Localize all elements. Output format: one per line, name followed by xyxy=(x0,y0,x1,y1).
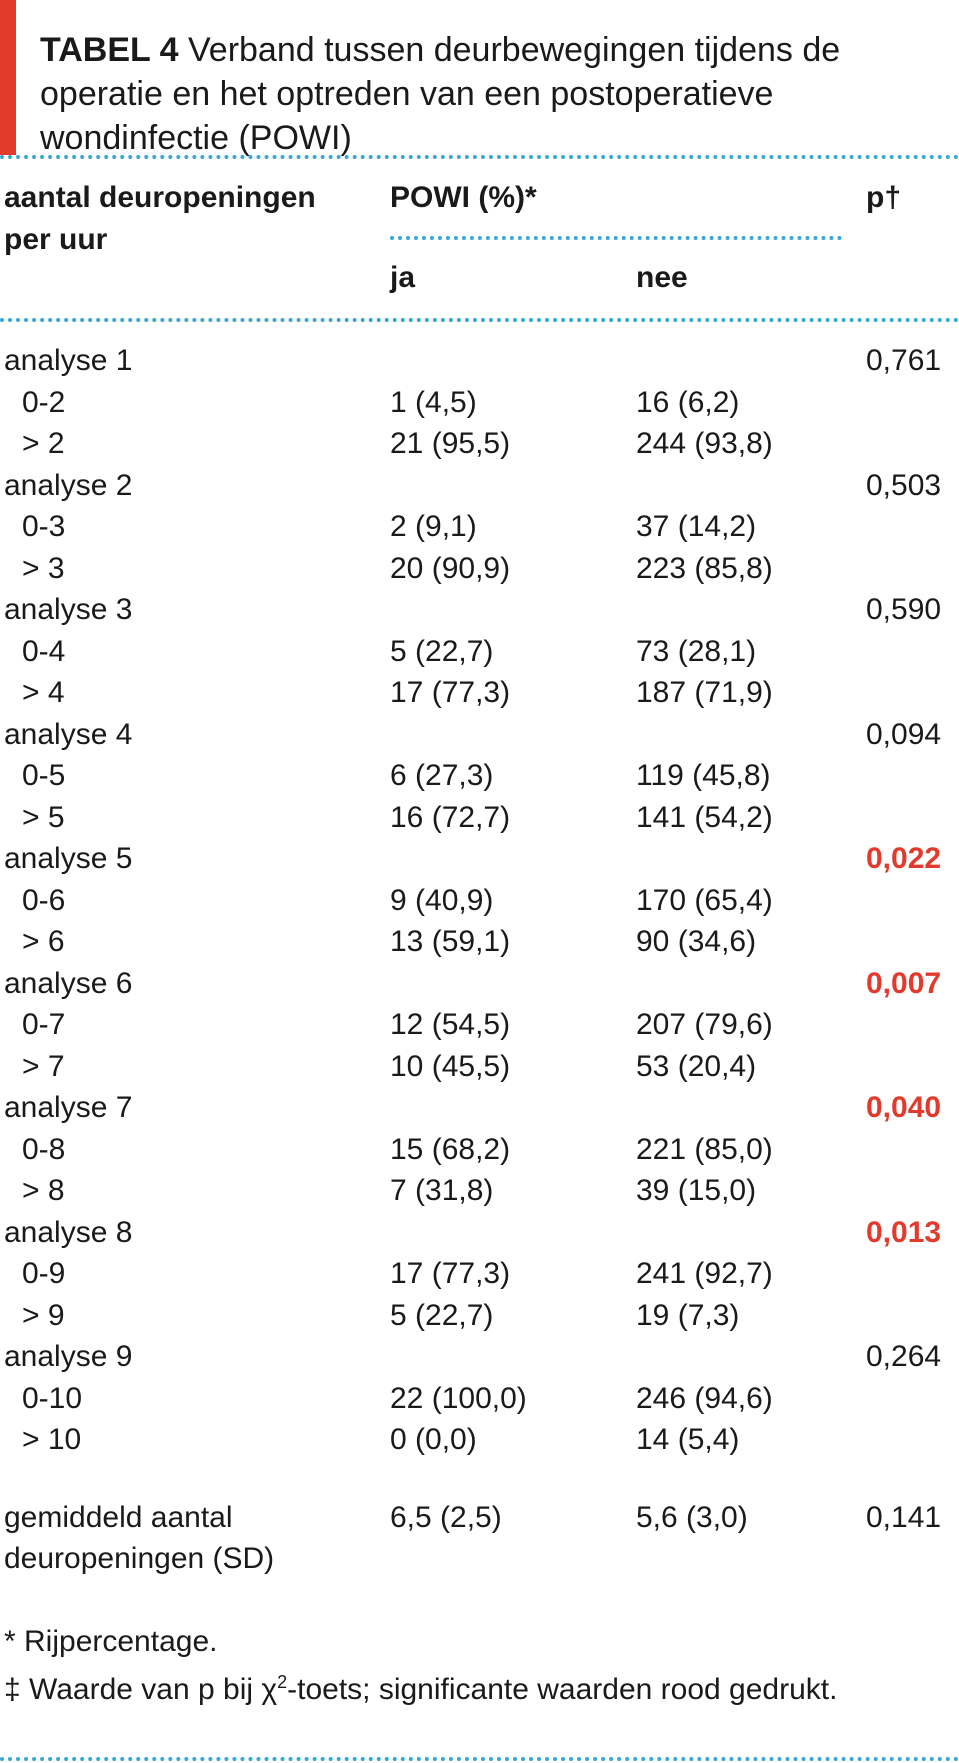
table-title xyxy=(40,28,940,160)
cell-ja: 17 (77,3) xyxy=(390,1257,511,1290)
row-label: 0-2 xyxy=(22,385,66,419)
cell-p-significant: 0,022 xyxy=(866,842,942,875)
table-title-label: TABEL 4 xyxy=(40,31,179,69)
table-row xyxy=(0,921,959,963)
table-row xyxy=(0,1129,959,1171)
cell-ja: 1 (4,5) xyxy=(390,385,477,419)
row-label: > 5 xyxy=(22,800,65,834)
cell-nee: 170 (65,4) xyxy=(636,883,773,917)
accent-bar xyxy=(0,0,16,155)
mean-label-line2: deuropeningen (SD) xyxy=(4,1542,275,1575)
cell-ja: 16 (72,7) xyxy=(390,800,511,834)
table-row xyxy=(0,1004,959,1046)
cell-ja: 21 (95,5) xyxy=(390,427,511,460)
footnote-dagger-sup: 2 xyxy=(277,1672,288,1692)
cell-nee: 141 (54,2) xyxy=(636,800,773,834)
table-row xyxy=(0,423,959,465)
row-label: 0-6 xyxy=(22,883,66,917)
row-label: analyse 6 xyxy=(4,966,133,1000)
cell-nee: 73 (28,1) xyxy=(636,634,757,668)
table-row xyxy=(0,755,959,797)
mean-row xyxy=(0,1497,959,1587)
header-col-label-line1: aantal deuropeningen xyxy=(4,181,316,214)
header-powi: POWI (%)* xyxy=(390,181,537,214)
cell-nee: 207 (79,6) xyxy=(636,1008,773,1041)
table-row xyxy=(0,1378,959,1420)
row-label: > 9 xyxy=(22,1298,65,1332)
rule-header xyxy=(0,318,959,322)
table-row xyxy=(0,797,959,839)
analysis-row xyxy=(0,838,959,880)
analysis-row xyxy=(0,465,959,507)
cell-nee: 241 (92,7) xyxy=(636,1257,773,1290)
analysis-row xyxy=(0,714,959,756)
table-row xyxy=(0,382,959,424)
header-col-label-line2: per uur xyxy=(4,223,108,256)
cell-ja: 5 (22,7) xyxy=(390,1298,494,1332)
row-label: > 6 xyxy=(22,925,65,958)
table-body xyxy=(0,340,959,1461)
row-label: > 2 xyxy=(22,427,65,460)
row-label: > 10 xyxy=(22,1423,82,1456)
table-row xyxy=(0,506,959,548)
footnotes xyxy=(4,1621,944,1710)
cell-nee: 119 (45,8) xyxy=(636,759,771,792)
footnote-dagger-post: -toets; significante waarden rood gedrukt. xyxy=(287,1673,838,1706)
row-label: 0-3 xyxy=(22,510,66,543)
mean-ja: 6,5 (2,5) xyxy=(390,1501,502,1534)
cell-p: 0,264 xyxy=(866,1340,942,1373)
analysis-row xyxy=(0,1336,959,1378)
cell-nee: 244 (93,8) xyxy=(636,427,773,460)
analysis-row xyxy=(0,1212,959,1254)
table-row xyxy=(0,672,959,714)
table-row xyxy=(0,548,959,590)
cell-ja: 5 (22,7) xyxy=(390,634,494,668)
cell-p: 0,590 xyxy=(866,593,942,626)
cell-nee: 221 (85,0) xyxy=(636,1132,773,1166)
cell-p-significant: 0,040 xyxy=(866,1091,942,1124)
mean-nee: 5,6 (3,0) xyxy=(636,1501,748,1534)
cell-p: 0,761 xyxy=(866,344,942,377)
footnote-dagger xyxy=(4,1662,944,1710)
rule-powi xyxy=(390,236,842,240)
cell-p: 0,094 xyxy=(866,717,942,751)
table-title-text: Verband tussen deurbewegingen tijdens de operatie en het optreden van een postoperatieve wondinfectie (POWI) xyxy=(40,31,841,157)
row-label: analyse 8 xyxy=(4,1215,133,1249)
row-label: 0-5 xyxy=(22,759,66,792)
cell-nee: 223 (85,8) xyxy=(636,551,773,585)
header-nee: nee xyxy=(636,261,688,294)
row-label: 0-7 xyxy=(22,1008,66,1041)
cell-ja: 7 (31,8) xyxy=(390,1174,494,1207)
row-label: analyse 2 xyxy=(4,468,133,502)
cell-ja: 13 (59,1) xyxy=(390,925,511,958)
cell-ja: 9 (40,9) xyxy=(390,883,494,917)
table-row xyxy=(0,1170,959,1212)
header-col-label xyxy=(4,177,316,261)
row-label: analyse 5 xyxy=(4,842,133,875)
rule-top xyxy=(0,155,959,159)
cell-nee: 53 (20,4) xyxy=(636,1049,757,1083)
cell-p: 0,503 xyxy=(866,468,942,502)
row-label: 0-10 xyxy=(22,1381,83,1415)
cell-p-significant: 0,007 xyxy=(866,966,942,1000)
cell-nee: 14 (5,4) xyxy=(636,1423,740,1456)
row-label: analyse 3 xyxy=(4,593,133,626)
cell-nee: 246 (94,6) xyxy=(636,1381,773,1415)
header-p: p† xyxy=(866,181,902,214)
cell-ja: 17 (77,3) xyxy=(390,676,511,709)
table-row xyxy=(0,880,959,922)
footnote-star: * Rijpercentage. xyxy=(4,1625,218,1658)
analysis-row xyxy=(0,589,959,631)
mean-p: 0,141 xyxy=(866,1501,942,1534)
table-row xyxy=(0,631,959,673)
analysis-row xyxy=(0,963,959,1005)
cell-ja: 0 (0,0) xyxy=(390,1423,477,1456)
row-label: 0-4 xyxy=(22,634,66,668)
cell-ja: 15 (68,2) xyxy=(390,1132,511,1166)
analysis-row xyxy=(0,1087,959,1129)
footnote-dagger-pre: ‡ Waarde van p bij χ xyxy=(4,1673,278,1706)
row-label: analyse 4 xyxy=(4,717,133,751)
row-label: 0-9 xyxy=(22,1257,66,1290)
row-label: analyse 9 xyxy=(4,1340,133,1373)
cell-ja: 10 (45,5) xyxy=(390,1049,511,1083)
rule-bottom xyxy=(0,1757,959,1761)
table-title-block xyxy=(0,0,959,155)
table-row xyxy=(0,1419,959,1461)
cell-nee: 90 (34,6) xyxy=(636,925,757,958)
cell-ja: 6 (27,3) xyxy=(390,759,494,792)
row-label: > 3 xyxy=(22,551,65,585)
table-row xyxy=(0,1046,959,1088)
row-label: analyse 1 xyxy=(4,344,133,377)
cell-nee: 187 (71,9) xyxy=(636,676,773,709)
row-label: > 4 xyxy=(22,676,65,709)
cell-nee: 16 (6,2) xyxy=(636,385,740,419)
mean-label xyxy=(4,1497,274,1579)
mean-label-line1: gemiddeld aantal xyxy=(4,1501,233,1534)
row-label: > 8 xyxy=(22,1174,65,1207)
cell-ja: 22 (100,0) xyxy=(390,1381,527,1415)
row-label: > 7 xyxy=(22,1049,65,1083)
cell-ja: 20 (90,9) xyxy=(390,551,511,585)
table-row xyxy=(0,1295,959,1337)
header-ja: ja xyxy=(390,261,416,294)
row-label: analyse 7 xyxy=(4,1091,133,1124)
cell-ja: 12 (54,5) xyxy=(390,1008,511,1041)
cell-nee: 37 (14,2) xyxy=(636,510,757,543)
cell-nee: 39 (15,0) xyxy=(636,1174,757,1207)
row-label: 0-8 xyxy=(22,1132,66,1166)
cell-ja: 2 (9,1) xyxy=(390,510,477,543)
cell-nee: 19 (7,3) xyxy=(636,1298,740,1332)
cell-p-significant: 0,013 xyxy=(866,1215,942,1249)
analysis-row xyxy=(0,340,959,382)
table-row xyxy=(0,1253,959,1295)
